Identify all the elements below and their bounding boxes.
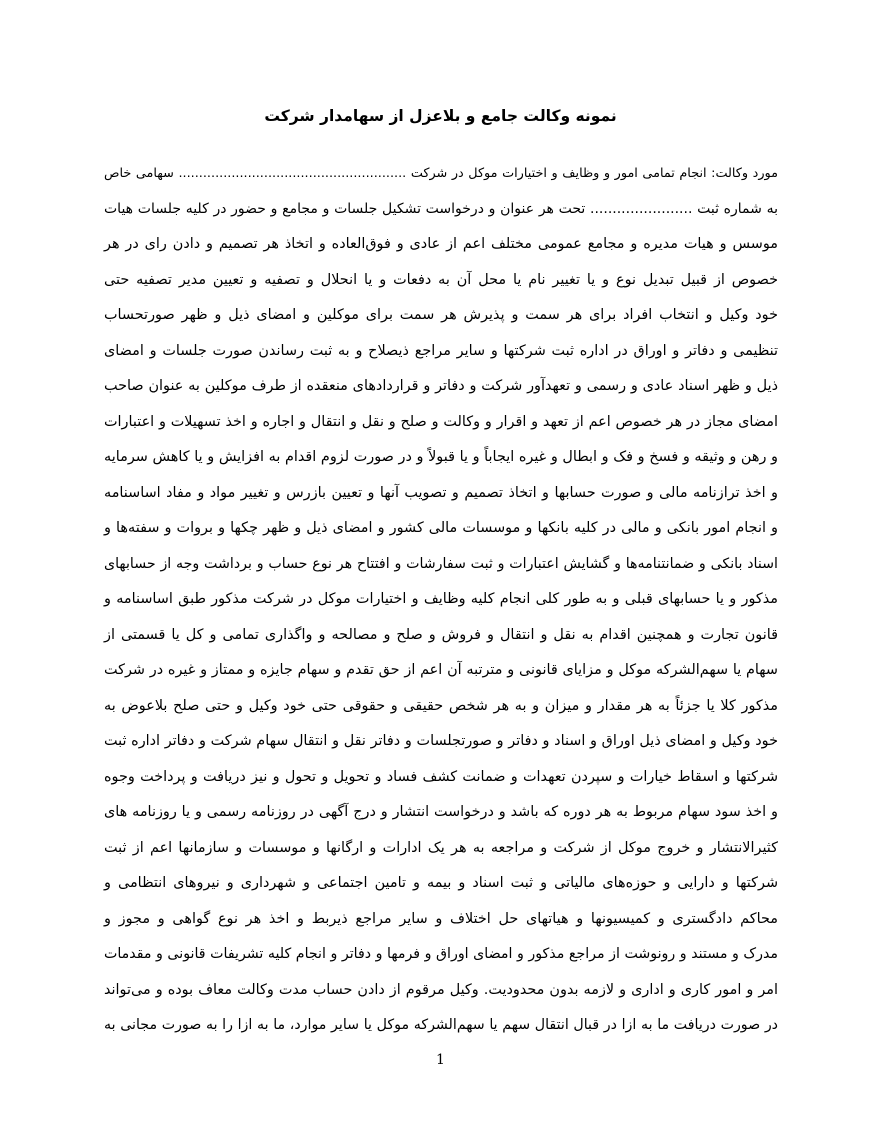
body-line: کثیرالانتشار و خروج موکل از شرکت و مراجعه به هر یک ادارات و ارگانها و موسسات و سازمانها اعم از ثبت: [104, 839, 778, 856]
body-line: قانون تجارت و همچنین اقدام به نقل و انتقال و فروش و صلح و مصالحه و واگذاری تمامی و کل یا قسمتی از: [104, 626, 778, 643]
body-line: در صورت دریافت ما به ازا در قبال انتقال سهم یا سهم‌الشرکه موکل یا سایر موارد، ما به ازا را به صورت مجانی به: [104, 1017, 778, 1033]
body-line: خود وکیل و امضای ذیل اوراق و اسناد و دفاتر و صورتجلسات و دفاتر نقل و انتقال سهام شرکت و دفاتر اداره ثبت: [104, 733, 778, 749]
body-line: مدرک و مستند و رونوشت از مراجع مذکور و امضای اوراق و فرمها و دفاتر و انجام کلیه تشریفات قانونی و مقدمات: [104, 946, 778, 962]
body-line: محاکم دادگستری و کمیسیونها و هیاتهای حل اختلاف و سایر مراجع ذیربط و اخذ هر نوع گواهی و مجوز و: [104, 910, 778, 927]
page-number: 1: [436, 1052, 445, 1068]
body-line: و اخذ ترازنامه مالی و صورت حسابها و اتخاذ تصمیم و تصویب آنها و تعیین بازرس و تغییر مواد و مفاد اساسنامه: [104, 484, 778, 501]
body-line: و اخذ سود سهام مربوط به هر دوره که باشد و درخواست انتشار و درج آگهی در روزنامه رسمی و یا روزنامه های: [104, 804, 778, 820]
body-line: تنظیمی و دفاتر و اوراق در اداره ثبت شرکتها و سایر مراجع ذیصلاح و به ثبت رساندن صورت جلسات و امضای: [104, 342, 778, 359]
body-line: خصوص از قبیل تبدیل نوع و یا تغییر نام یا محل آن به دفعات و یا انحلال و تصفیه و تعیین مدیر تصفیه حتی: [104, 271, 778, 288]
body-line: و رهن و وثیقه و فسخ و فک و ابطال و غیره ایجاباً و یا قبولاً و در صورت لزوم اقدام به افزایش و یا کاهش سرمایه: [104, 449, 778, 465]
body-line: امضای مجاز در هر خصوص اعم از تعهد و اقرار و وکالت و صلح و نقل و انتقال و اجاره و اخذ تسهیلات و اعتبارات: [104, 413, 778, 430]
body-line: ذیل و ظهر اسناد عادی و رسمی و تعهدآور شرکت و دفاتر و قراردادهای منعقده از طرف موکلین به عنوان صاحب: [104, 378, 778, 394]
body-line: شرکتها و اسقاط خیارات و سپردن تعهدات و ضمانت کشف فساد و تحویل و تحول و نیز دریافت و پرداخت وجوه: [104, 768, 778, 785]
body-line: مذکور کلا یا جزئاً به هر مقدار و میزان و به هر شخص حقیقی و حقوقی حتی خود وکیل و حتی صلح بلاعوض به: [104, 697, 778, 714]
body-line: سهام یا سهم‌الشرکه موکل و مزایای قانونی و مترتبه آن اعم از حق تقدم و سهام جایزه و ممتاز و غیره در شرکت: [104, 662, 778, 678]
document-body: [104, 156, 778, 1044]
body-line: اسناد بانکی و ضمانتنامه‌ها و گشایش اعتبارات و ثبت سفارشات و افتتاح هر نوع حساب و برداشت وجه از حسابهای: [104, 555, 778, 572]
body-line: شرکتها و دارایی و حوزه‌های مالیاتی و ثبت اسناد و بیمه و تامین اجتماعی و شهرداری و نیروهای انتظامی و: [104, 875, 778, 891]
body-line: مذکور و یا حسابهای قبلی و به طور کلی انجام کلیه وظایف و اختیارات موکل در شرکت مذکور طبق اساسنامه و: [104, 591, 778, 607]
body-line: امر و امور کاری و اداری و لازمه بدون محدودیت. وکیل مرقوم از دادن حساب مدت وکالت معاف بوده و می‌تواند: [104, 981, 778, 998]
body-line: خود وکیل و انتخاب افراد برای هر سمت و پذیرش هر سمت برای موکلین و امضای ذیل و ظهر صورتحساب: [104, 307, 778, 323]
body-line: موسس و هیات مدیره و مجامع عمومی مختلف اعم از عادی و فوق‌العاده و اتخاذ هر تصمیم و دادن رای در هر: [104, 236, 778, 252]
body-line: به شماره ثبت ....................... تحت هر عنوان و درخواست تشکیل جلسات و مجامع و حضور در کلیه جلسات هیات: [104, 200, 778, 217]
document-title: نمونه وکالت جامع و بلاعزل از سهامدار شرکت: [264, 107, 617, 125]
body-line: و انجام امور بانکی و مالی در کلیه بانکها و موسسات مالی کشور و امضای ذیل و ظهر چکها و بروات و سفته‌ها و: [104, 520, 778, 536]
body-line: مورد وکالت: انجام تمامی امور و وظایف و اختیارات موکل در شرکت ........................................................ سهامی خاص: [104, 166, 778, 181]
